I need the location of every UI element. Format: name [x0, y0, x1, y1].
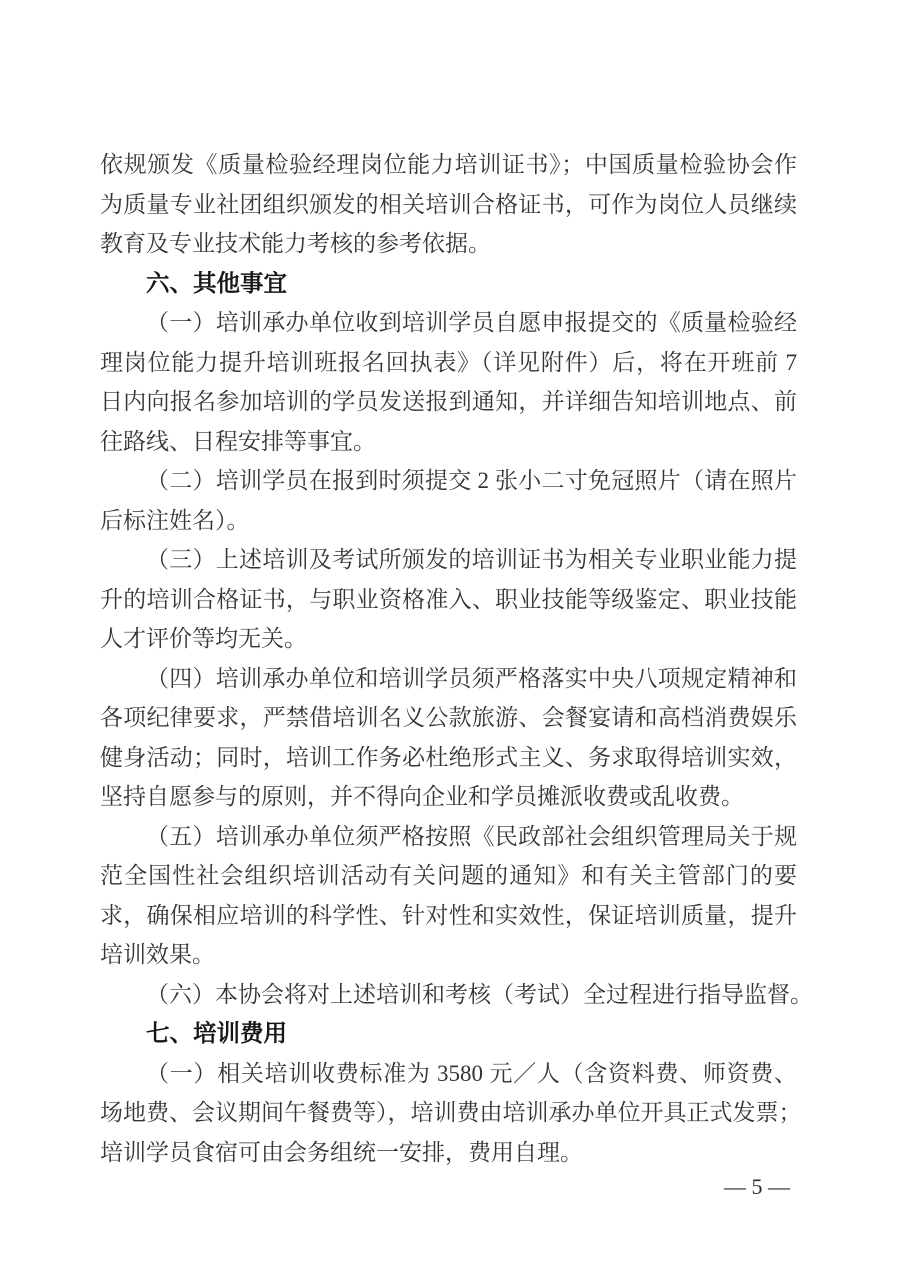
text-line: 各项纪律要求，严禁借培训名义公款旅游、会餐宴请和高档消费娱乐	[100, 705, 797, 730]
paragraph	[100, 303, 797, 461]
text-line: 升的培训合格证书，与职业资格准入、职业技能等级鉴定、职业技能	[100, 586, 797, 612]
text-line: （三）上述培训及考试所颁发的培训证书为相关专业职业能力提	[146, 547, 797, 572]
text-line: （一）培训承办单位收到培训学员自愿申报提交的《质量检验经	[146, 310, 797, 335]
text-line: 为质量专业社团组织颁发的相关培训合格证书，可作为岗位人员继续	[100, 191, 797, 217]
page-number: — 5 —	[724, 1174, 790, 1199]
text-line: 培训效果。	[100, 942, 215, 967]
section-heading	[100, 264, 797, 304]
text-line: 教育及专业技术能力考核的参考依据。	[100, 231, 491, 256]
paragraph	[100, 659, 797, 817]
paragraph	[100, 461, 797, 540]
text-line: 范全国性社会组织培训活动有关问题的通知》和有关主管部门的要	[100, 863, 797, 888]
paragraph	[100, 540, 797, 659]
paragraph	[100, 145, 797, 264]
text-line: 场地费、会议期间午餐费等），培训费由培训承办单位开具正式发票；	[100, 1100, 802, 1125]
text-line: （一）相关培训收费标准为 3580 元／人（含资料费、师资费、	[146, 1060, 797, 1086]
text-line: （六）本协会将对上述培训和考核（考试）全过程进行指导监督。	[146, 981, 813, 1007]
text-line: （四）培训承办单位和培训学员须严格落实中央八项规定精神和	[146, 665, 797, 691]
text-line: （二）培训学员在报到时须提交 2 张小二寸免冠照片（请在照片	[146, 468, 797, 493]
text-line: 培训学员食宿可由会务组统一安排，费用自理。	[100, 1139, 583, 1165]
text-line: 七、培训费用	[146, 1020, 287, 1046]
text-line: 后标注姓名）。	[100, 507, 250, 533]
document-content	[100, 145, 813, 1172]
text-line: 求，确保相应培训的科学性、针对性和实效性，保证培训质量，提升	[100, 902, 797, 928]
section-heading	[100, 1014, 797, 1054]
paragraph	[100, 817, 797, 975]
text-line: 日内向报名参加培训的学员发送报到通知，并详细告知培训地点、前	[100, 389, 797, 414]
text-line: 往路线、日程安排等事宜。	[100, 428, 376, 454]
paragraph	[100, 1054, 802, 1173]
paragraph	[100, 975, 813, 1015]
text-line: （五）培训承办单位须严格按照《民政部社会组织管理局关于规	[146, 823, 797, 849]
text-line: 依规颁发《质量检验经理岗位能力培训证书》；中国质量检验协会作	[100, 152, 797, 177]
text-line: 坚持自愿参与的原则，并不得向企业和学员摊派收费或乱收费。	[100, 784, 744, 809]
text-line: 六、其他事宜	[146, 269, 287, 296]
text-line: 健身活动；同时，培训工作务必杜绝形式主义、务求取得培训实效，	[100, 744, 797, 770]
text-line: 理岗位能力提升培训班报名回执表》（详见附件）后，将在开班前 7	[100, 349, 797, 375]
text-line: 人才评价等均无关。	[100, 626, 307, 651]
